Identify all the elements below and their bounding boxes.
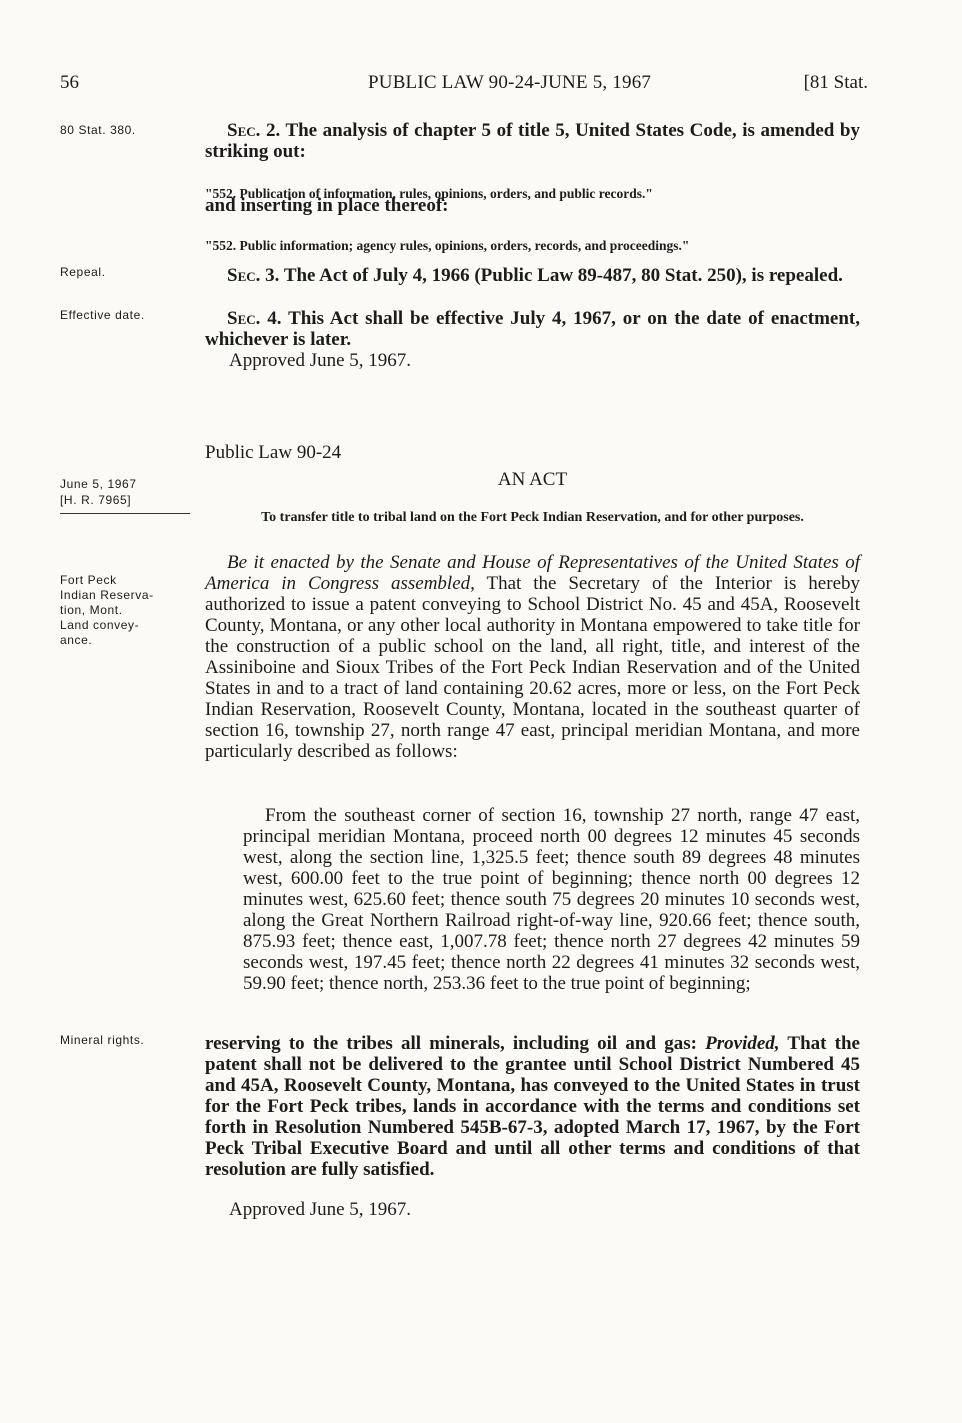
margin-line: ance.	[60, 633, 93, 647]
section-4	[205, 308, 860, 350]
proviso: Provided,	[705, 1033, 780, 1054]
margin-rule	[60, 513, 190, 514]
public-law-number: Public Law 90-24	[205, 442, 342, 463]
section-4-text	[205, 308, 860, 350]
reservation-part-a: reserving to the tribes all minerals, including oil and gas:	[205, 1033, 706, 1054]
quoted-heading-new: "552. Public information; agency rules, opinions, orders, records, and proceedings."	[205, 237, 690, 253]
margin-note-bill: [H. R. 7965]	[60, 493, 132, 507]
law-number	[205, 442, 860, 463]
margin-note-effective: Effective date.	[60, 308, 145, 322]
margin-line: Land convey-	[60, 618, 140, 632]
approved-1	[229, 350, 884, 371]
enacting-formula: Be it enacted by the Senate and House of Representatives of the United States of America in Congress assembled,	[205, 552, 860, 594]
margin-note-fort-peck	[60, 573, 190, 648]
quoted-heading-old: "552. Publication of information, rules, opinions, orders, and public records."	[205, 185, 653, 201]
approval-date: Approved June 5, 1967.	[229, 1199, 412, 1220]
margin-line: Fort Peck	[60, 573, 117, 587]
margin-note-date: June 5, 1967	[60, 477, 137, 491]
section-body: The Act of July 4, 1966 (Public Law 89-487, 80 Stat. 250), is repealed.	[283, 265, 843, 286]
page-number: 56	[60, 72, 79, 93]
running-title: PUBLIC LAW 90-24-JUNE 5, 1967	[368, 72, 652, 93]
mineral-reservation	[205, 1033, 860, 1180]
land-description: From the southeast corner of section 16, township 27 north, range 47 east, principal meridian Montana, proceed north 00 degrees 12 minutes 45 seconds west, along the section line, 1,325.5 feet; thence south 89 degrees 48 minutes west, 600.00 feet to the true point of beginning; thence north 00 degrees 12 minutes west, 625.60 feet; thence south 75 degrees 20 minutes 10 seconds west, along the Great Northern Railroad right-of-way line, 920.66 feet; thence south, 875.93 feet; thence east, 1,007.78 feet; thence north 27 degrees 42 minutes 59 seconds west, 197.45 feet; thence north 22 degrees 41 minutes 32 seconds west, 59.90 feet; thence north, 253.36 feet to the true point of beginning;	[243, 805, 860, 994]
an-act-heading: AN ACT	[497, 469, 568, 490]
reservation-part-b: That the patent shall not be delivered to the grantee until School District Numbered 45 and 45A, Roosevelt County, Montana, has conveyed to the United States in trust for the Fort Peck tribes, lands in accordance with the terms and conditions set forth in Resolution Numbered 545B-67-3, adopted March 17, 1967, by the Fort Peck Tribal Executive Board and until all other terms and conditions of that resolution are fully satisfied.	[205, 1033, 860, 1180]
act-description	[205, 495, 860, 540]
section-2-text	[205, 120, 860, 162]
section-label: Sec. 2.	[227, 120, 281, 141]
insert-text: and inserting in place thereof:	[205, 195, 449, 216]
margin-note-repeal: Repeal.	[60, 265, 106, 279]
enacting-clause	[205, 552, 860, 762]
approved-2	[229, 1199, 884, 1220]
act-purpose: To transfer title to tribal land on the Fort Peck Indian Reservation, and for other purposes.	[261, 510, 804, 525]
enacting-text	[205, 552, 860, 762]
act-heading	[205, 469, 860, 490]
enacting-body: That the Secretary of the Interior is hereby authorized to issue a patent conveying to School District No. 45 and 45A, Roosevelt County, Montana, or any other local authority in Montana empowered to take title for the construction of a public school on the land, all right, title, and interest of the Assiniboine and Sioux Tribes of the Fort Peck Indian Reservation and of the United States in and to a tract of land containing 20.62 acres, more or less, on the Fort Peck Indian Reservation, Roosevelt County, Montana, located in the southeast quarter of section 16, township 27, north range 47 east, principal meridian Montana, and more particularly described as follows:	[205, 573, 861, 762]
section-2	[205, 120, 860, 162]
section-label: Sec. 4.	[227, 308, 282, 329]
section-body: The analysis of chapter 5 of title 5, United States Code, is amended by striking out:	[205, 120, 860, 162]
approval-date: Approved June 5, 1967.	[229, 350, 412, 371]
margin-line: tion, Mont.	[60, 603, 123, 617]
insert-line	[205, 195, 860, 216]
statute-reference: [81 Stat.	[803, 72, 868, 93]
section-3	[205, 265, 860, 286]
reservation-text	[205, 1033, 860, 1180]
page-header	[60, 72, 868, 98]
section-label: Sec. 3.	[227, 265, 280, 286]
margin-line: Indian Reserva-	[60, 588, 154, 602]
margin-note-mineral: Mineral rights.	[60, 1033, 145, 1047]
quote-2	[205, 224, 860, 267]
metes-and-bounds	[243, 805, 860, 994]
section-3-text	[205, 265, 860, 286]
margin-note-stat: 80 Stat. 380.	[60, 123, 136, 137]
section-body: This Act shall be effective July 4, 1967, or on the date of enactment, whichever is later.	[205, 308, 860, 350]
